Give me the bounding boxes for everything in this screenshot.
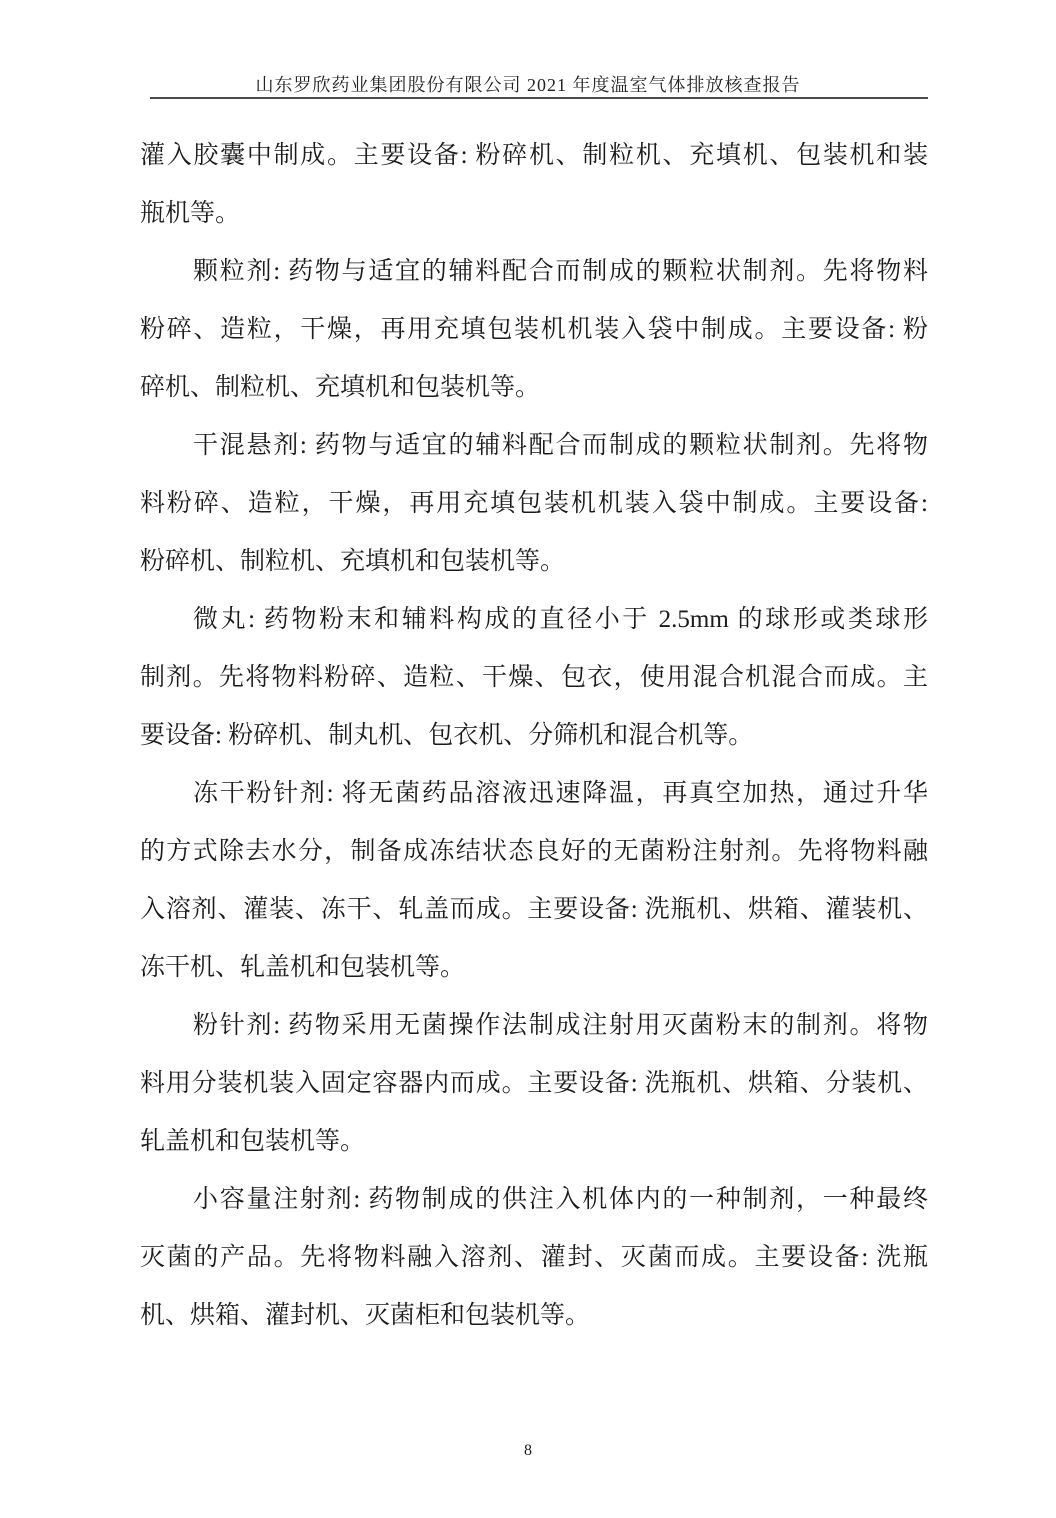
document-body — [140, 127, 928, 1345]
page-footer — [0, 1442, 1056, 1460]
page-number: 8 — [524, 1442, 532, 1459]
header-title: 山东罗欣药业集团股份有限公司 2021 年度温室气体排放核查报告 — [255, 75, 801, 95]
paragraph-line: 要设备: 粉碎机、制丸机、包衣机、分筛机和混合机等。 — [140, 722, 754, 749]
paragraph-line: 小容量注射剂: 药物制成的供注入机体内的一种制剂，一种最终 — [193, 1186, 928, 1213]
paragraph-line: 干混悬剂: 药物与适宜的辅料配合而制成的颗粒状制剂。先将物 — [193, 432, 928, 459]
paragraph-line: 冻干机、轧盖机和包装机等。 — [140, 954, 466, 981]
paragraph-line: 颗粒剂: 药物与适宜的辅料配合而制成的颗粒状制剂。先将物料 — [193, 258, 928, 285]
paragraph-line: 粉碎、造粒，干燥，再用充填包装机机装入袋中制成。主要设备: 粉 — [140, 316, 928, 343]
header-rule — [150, 97, 928, 99]
paragraph-line: 灌入胶囊中制成。主要设备: 粉碎机、制粒机、充填机、包装机和装 — [140, 142, 928, 169]
paragraph-line: 瓶机等。 — [140, 200, 241, 227]
paragraph-line: 冻干粉针剂: 将无菌药品溶液迅速降温，再真空加热，通过升华 — [193, 780, 928, 807]
paragraph-line: 料粉碎、造粒，干燥，再用充填包装机机装入袋中制成。主要设备: — [140, 490, 928, 517]
paragraph-line: 机、烘箱、灌封机、灭菌柜和包装机等。 — [140, 1302, 591, 1329]
paragraph-line: 制剂。先将物料粉碎、造粒、干燥、包衣，使用混合机混合而成。主 — [140, 664, 928, 691]
paragraph-line: 粉碎机、制粒机、充填机和包装机等。 — [140, 548, 566, 575]
paragraph-line: 轧盖机和包装机等。 — [140, 1128, 366, 1155]
paragraph-line: 入溶剂、灌装、冻干、轧盖而成。主要设备: 洗瓶机、烘箱、灌装机、 — [140, 896, 928, 923]
paragraph-line: 粉针剂: 药物采用无菌操作法制成注射用灭菌粉末的制剂。将物 — [193, 1012, 928, 1039]
paragraph-line: 碎机、制粒机、充填机和包装机等。 — [140, 374, 541, 401]
paragraph-line: 的方式除去水分，制备成冻结状态良好的无菌粉注射剂。先将物料融 — [140, 838, 928, 865]
paragraph-line: 灭菌的产品。先将物料融入溶剂、灌封、灭菌而成。主要设备: 洗瓶 — [140, 1244, 928, 1271]
paragraph-line: 微丸: 药物粉末和辅料构成的直径小于 2.5mm 的球形或类球形 — [193, 606, 928, 633]
paragraph-line: 料用分装机装入固定容器内而成。主要设备: 洗瓶机、烘箱、分装机、 — [140, 1070, 928, 1097]
